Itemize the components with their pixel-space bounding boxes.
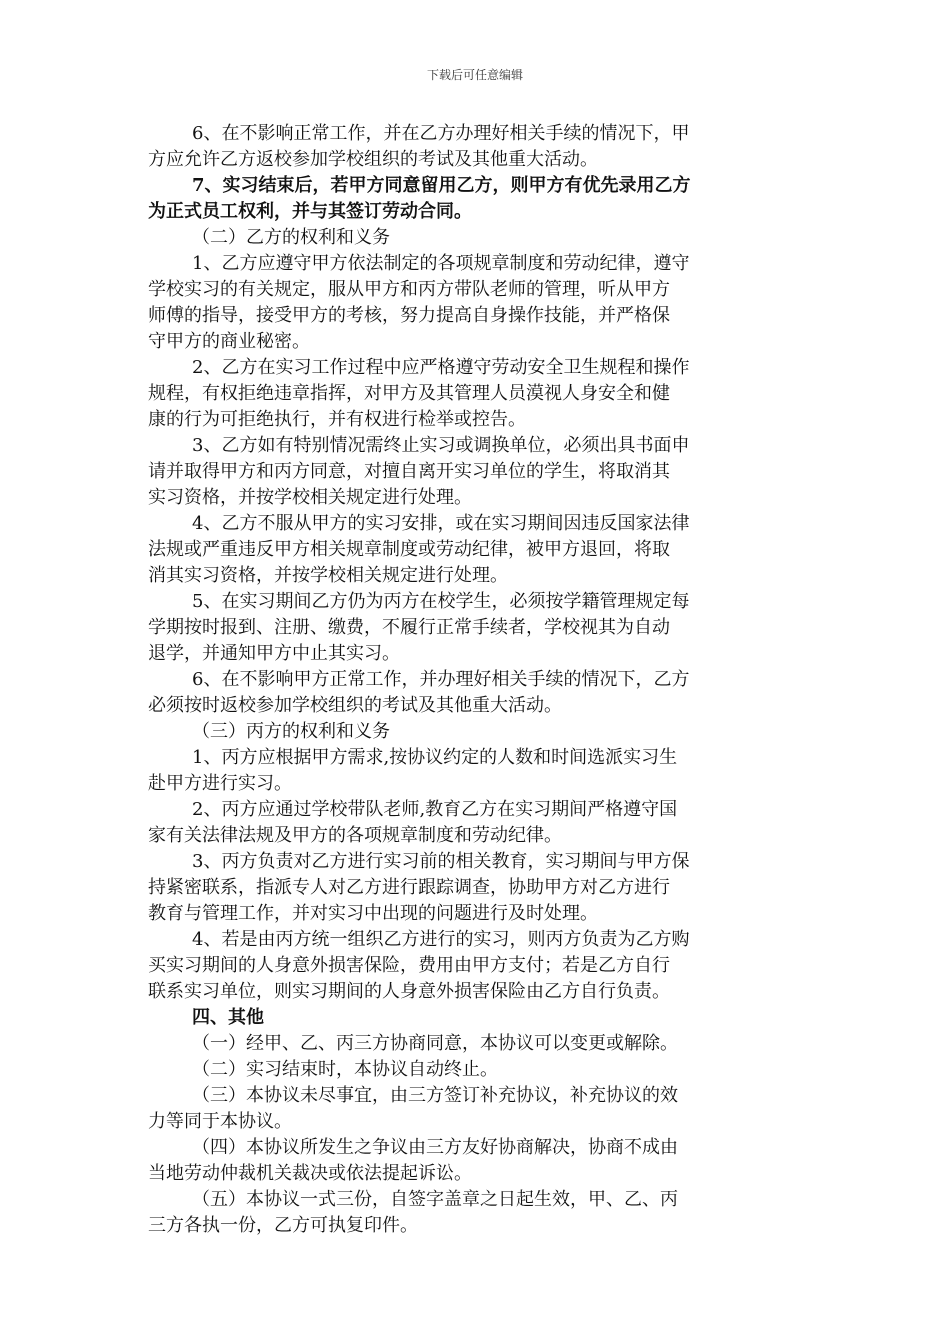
text-line: 2、丙方应通过学校带队老师,教育乙方在实习期间严格遵守国: [192, 799, 678, 820]
text-line: 康的行为可拒绝执行，并有权进行检举或控告。: [148, 409, 526, 430]
text-line: 1、丙方应根据甲方需求,按协议约定的人数和时间选派实习生: [192, 747, 678, 768]
text-line: 教育与管理工作，并对实习中出现的问题进行及时处理。: [148, 903, 598, 924]
text-line: 三方各执一份，乙方可执复印件。: [148, 1215, 418, 1236]
text-line: 4、若是由丙方统一组织乙方进行的实习，则丙方负责为乙方购: [192, 929, 690, 950]
text-line: （三）丙方的权利和义务: [192, 721, 390, 742]
text-line: 2、乙方在实习工作过程中应严格遵守劳动安全卫生规程和操作: [192, 357, 690, 378]
text-line: （三）本协议未尽事宜，由三方签订补充协议，补充协议的效: [192, 1085, 678, 1106]
text-line: 实习资格，并按学校相关规定进行处理。: [148, 487, 472, 508]
document-body: [148, 121, 806, 1239]
text-line: 当地劳动仲裁机关裁决或依法提起诉讼。: [148, 1163, 472, 1184]
text-line: （二）乙方的权利和义务: [192, 227, 390, 248]
text-line: 法规或严重违反甲方相关规章制度或劳动纪律，被甲方退回，将取: [148, 539, 670, 560]
text-line: 为正式员工权利，并与其签订劳动合同。: [148, 201, 472, 222]
text-line: 方应允许乙方返校参加学校组织的考试及其他重大活动。: [148, 149, 598, 170]
text-line: 师傅的指导，接受甲方的考核，努力提高自身操作技能，并严格保: [148, 305, 670, 326]
text-line: （二）实习结束时，本协议自动终止。: [192, 1059, 498, 1080]
text-line: 4、乙方不服从甲方的实习安排，或在实习期间因违反国家法律: [192, 513, 690, 534]
text-line: 必须按时返校参加学校组织的考试及其他重大活动。: [148, 695, 562, 716]
text-line: （五）本协议一式三份，自签字盖章之日起生效，甲、乙、丙: [192, 1189, 678, 1210]
text-line: （四）本协议所发生之争议由三方友好协商解决，协商不成由: [192, 1137, 678, 1158]
page-header: 下载后可任意编辑: [426, 68, 523, 82]
text-line: 6、在不影响正常工作，并在乙方办理好相关手续的情况下，甲: [192, 123, 690, 144]
text-line: 买实习期间的人身意外损害保险，费用由甲方支付；若是乙方自行: [148, 955, 670, 976]
text-line: 力等同于本协议。: [148, 1111, 292, 1132]
text-line: 消其实习资格，并按学校相关规定进行处理。: [148, 565, 508, 586]
text-line: 联系实习单位，则实习期间的人身意外损害保险由乙方自行负责。: [148, 981, 670, 1002]
text-line: 四、其他: [192, 1007, 264, 1028]
text-line: 持紧密联系，指派专人对乙方进行跟踪调查，协助甲方对乙方进行: [148, 877, 670, 898]
text-line: 7、实习结束后，若甲方同意留用乙方，则甲方有优先录用乙方: [192, 175, 691, 196]
text-line: 家有关法律法规及甲方的各项规章制度和劳动纪律。: [148, 825, 562, 846]
text-line: 退学，并通知甲方中止其实习。: [148, 643, 400, 664]
text-line: 请并取得甲方和丙方同意，对擅自离开实习单位的学生，将取消其: [148, 461, 670, 482]
text-line: 赴甲方进行实习。: [148, 773, 292, 794]
text-line: 5、在实习期间乙方仍为丙方在校学生，必须按学籍管理规定每: [192, 591, 690, 612]
text-line: 3、丙方负责对乙方进行实习前的相关教育，实习期间与甲方保: [192, 851, 690, 872]
text-line: （一）经甲、乙、丙三方协商同意，本协议可以变更或解除。: [192, 1033, 678, 1054]
text-line: 1、乙方应遵守甲方依法制定的各项规章制度和劳动纪律，遵守: [192, 253, 690, 274]
text-line: 守甲方的商业秘密。: [148, 331, 310, 352]
text-line: 6、在不影响甲方正常工作，并办理好相关手续的情况下，乙方: [192, 669, 690, 690]
text-line: 学期按时报到、注册、缴费，不履行正常手续者，学校视其为自动: [148, 617, 670, 638]
text-line: 3、乙方如有特别情况需终止实习或调换单位，必须出具书面申: [192, 435, 690, 456]
text-line: 规程，有权拒绝违章指挥，对甲方及其管理人员漠视人身安全和健: [148, 383, 670, 404]
text-line: 学校实习的有关规定，服从甲方和丙方带队老师的管理，听从甲方: [148, 279, 670, 300]
